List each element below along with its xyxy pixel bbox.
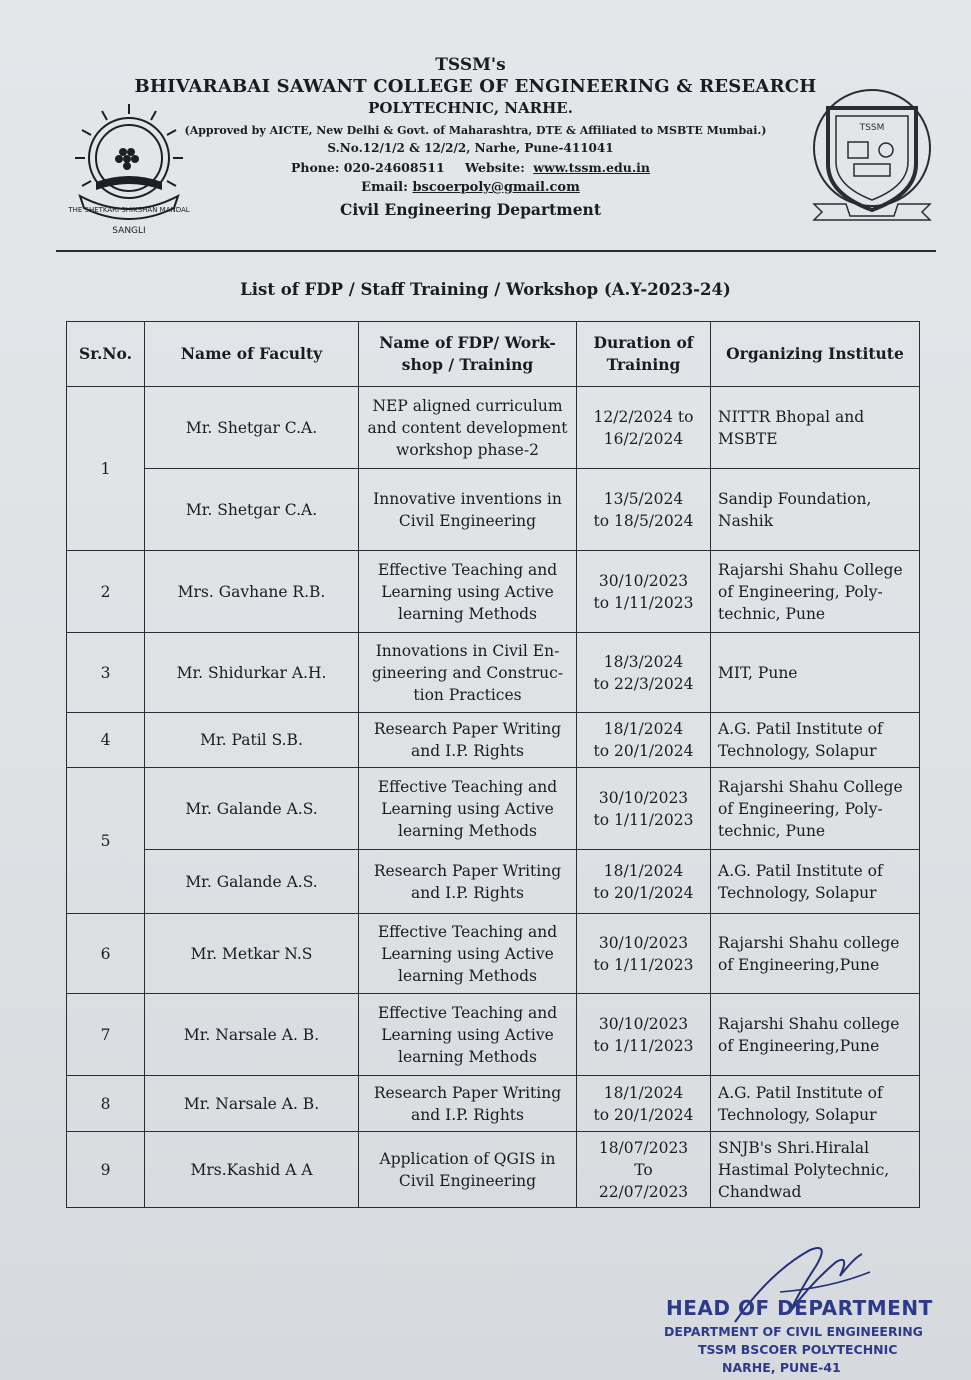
col-header-sr-no: Sr.No. <box>67 322 145 387</box>
cell-faculty: Mrs. Gavhane R.B. <box>145 551 359 633</box>
right-logo-label: TSSM <box>859 123 885 133</box>
cell-training: Research Paper Writing and I.P. Rights <box>359 850 577 914</box>
cell-organizer: Sandip Foundation, Nashik <box>711 469 920 551</box>
stamp-department: DEPARTMENT OF CIVIL ENGINEERING <box>664 1324 923 1339</box>
contact-line <box>0 160 971 176</box>
cell-sr-no: 8 <box>67 1076 145 1132</box>
cell-organizer: SNJB's Shri.Hiralal Hastimal Polytechnic, Chandwad <box>711 1132 920 1208</box>
table-row <box>67 850 920 914</box>
cell-faculty: Mr. Shidurkar A.H. <box>145 633 359 713</box>
email-line <box>0 180 971 196</box>
cell-faculty: Mr. Narsale A. B. <box>145 994 359 1076</box>
address-line: S.No.12/1/2 & 12/2/2, Narhe, Pune-411041 <box>327 141 614 156</box>
table-row <box>67 551 920 633</box>
cell-training: NEP aligned curriculum and content development workshop phase-2 <box>359 387 577 469</box>
left-logo-place: SANGLI <box>112 226 146 236</box>
header-divider <box>56 250 936 252</box>
cell-duration: 13/5/2024 to 18/5/2024 <box>577 469 711 551</box>
cell-duration: 12/2/2024 to 16/2/2024 <box>577 387 711 469</box>
cell-training: Effective Teaching and Learning using Active learning Methods <box>359 994 577 1076</box>
cell-organizer: Rajarshi Shahu College of Engineering, Poly- technic, Pune <box>711 551 920 633</box>
cell-organizer: Rajarshi Shahu college of Engineering,Pune <box>711 914 920 994</box>
polytechnic-name: POLYTECHNIC, NARHE. <box>368 98 573 117</box>
cell-faculty: Mr. Patil S.B. <box>145 713 359 768</box>
table-row <box>67 469 920 551</box>
cell-sr-no: 3 <box>67 633 145 713</box>
cell-faculty: Mr. Shetgar C.A. <box>145 387 359 469</box>
stamp-location: NARHE, PUNE-41 <box>722 1360 841 1375</box>
department-name: Civil Engineering Department <box>340 200 601 220</box>
cell-faculty: Mr. Metkar N.S <box>145 914 359 994</box>
cell-organizer: MIT, Pune <box>711 633 920 713</box>
cell-training: Effective Teaching and Learning using Active learning Methods <box>359 914 577 994</box>
org-short-name: TSSM's <box>435 55 506 75</box>
cell-training: Effective Teaching and Learning using Active learning Methods <box>359 551 577 633</box>
email-label: Email: <box>361 179 408 195</box>
table-header-row <box>67 322 920 387</box>
cell-duration: 18/1/2024 to 20/1/2024 <box>577 713 711 768</box>
stamp-title: HEAD OF DEPARTMENT <box>666 1296 933 1320</box>
cell-duration: 18/1/2024 to 20/1/2024 <box>577 850 711 914</box>
cell-duration: 30/10/2023 to 1/11/2023 <box>577 768 711 850</box>
cell-duration: 18/3/2024 to 22/3/2024 <box>577 633 711 713</box>
cell-sr-no: 1 <box>67 387 145 551</box>
table-row <box>67 387 920 469</box>
cell-faculty: Mr. Narsale A. B. <box>145 1076 359 1132</box>
table-row <box>67 633 920 713</box>
stamp-institute: TSSM BSCOER POLYTECHNIC <box>698 1342 898 1357</box>
col-header-organizer: Organizing Institute <box>711 322 920 387</box>
cell-faculty: Mr. Shetgar C.A. <box>145 469 359 551</box>
cell-sr-no: 9 <box>67 1132 145 1208</box>
cell-duration: 30/10/2023 to 1/11/2023 <box>577 551 711 633</box>
college-name: BHIVARABAI SAWANT COLLEGE OF ENGINEERING & RESEARCH <box>134 76 817 98</box>
cell-duration: 30/10/2023 to 1/11/2023 <box>577 914 711 994</box>
col-header-training: Name of FDP/ Work- shop / Training <box>359 322 577 387</box>
cell-training: Effective Teaching and Learning using Active learning Methods <box>359 768 577 850</box>
cell-organizer: Rajarshi Shahu College of Engineering, Poly- technic, Pune <box>711 768 920 850</box>
cell-organizer: A.G. Patil Institute of Technology, Solapur <box>711 1076 920 1132</box>
cell-duration: 30/10/2023 to 1/11/2023 <box>577 994 711 1076</box>
table-row <box>67 994 920 1076</box>
approval-line: (Approved by AICTE, New Delhi & Govt. of Maharashtra, DTE & Affiliated to MSBTE Mumbai.) <box>184 123 767 137</box>
cell-sr-no: 4 <box>67 713 145 768</box>
cell-training: Innovations in Civil En- gineering and Construc- tion Practices <box>359 633 577 713</box>
table-row <box>67 768 920 850</box>
table-row <box>67 1132 920 1208</box>
letterhead <box>0 55 971 220</box>
cell-sr-no: 2 <box>67 551 145 633</box>
website-label: Website: <box>465 160 525 176</box>
cell-training: Application of QGIS in Civil Engineering <box>359 1132 577 1208</box>
cell-sr-no: 6 <box>67 914 145 994</box>
cell-faculty: Mrs.Kashid A A <box>145 1132 359 1208</box>
cell-organizer: A.G. Patil Institute of Technology, Solapur <box>711 850 920 914</box>
list-title: List of FDP / Staff Training / Workshop (A.Y-2023-24) <box>240 280 731 299</box>
cell-training: Innovative inventions in Civil Engineering <box>359 469 577 551</box>
cell-training: Research Paper Writing and I.P. Rights <box>359 713 577 768</box>
email-link[interactable]: bscoerpoly@gmail.com <box>412 179 580 195</box>
website-link[interactable]: www.tssm.edu.in <box>533 160 651 176</box>
cell-organizer: NITTR Bhopal and MSBTE <box>711 387 920 469</box>
phone: Phone: 020-24608511 <box>290 160 445 176</box>
cell-duration: 18/07/2023 To 22/07/2023 <box>577 1132 711 1208</box>
cell-sr-no: 7 <box>67 994 145 1076</box>
cell-training: Research Paper Writing and I.P. Rights <box>359 1076 577 1132</box>
col-header-duration: Duration of Training <box>577 322 711 387</box>
table-row <box>67 713 920 768</box>
cell-organizer: Rajarshi Shahu college of Engineering,Pune <box>711 994 920 1076</box>
cell-faculty: Mr. Galande A.S. <box>145 850 359 914</box>
cell-faculty: Mr. Galande A.S. <box>145 768 359 850</box>
table-row <box>67 1076 920 1132</box>
left-logo-caption: THE SHETKARI SHIKSHAN MANDAL <box>68 206 190 214</box>
fdp-training-table <box>66 321 920 1208</box>
col-header-faculty: Name of Faculty <box>145 322 359 387</box>
cell-organizer: A.G. Patil Institute of Technology, Solapur <box>711 713 920 768</box>
cell-duration: 18/1/2024 to 20/1/2024 <box>577 1076 711 1132</box>
table-row <box>67 914 920 994</box>
cell-sr-no: 5 <box>67 768 145 914</box>
